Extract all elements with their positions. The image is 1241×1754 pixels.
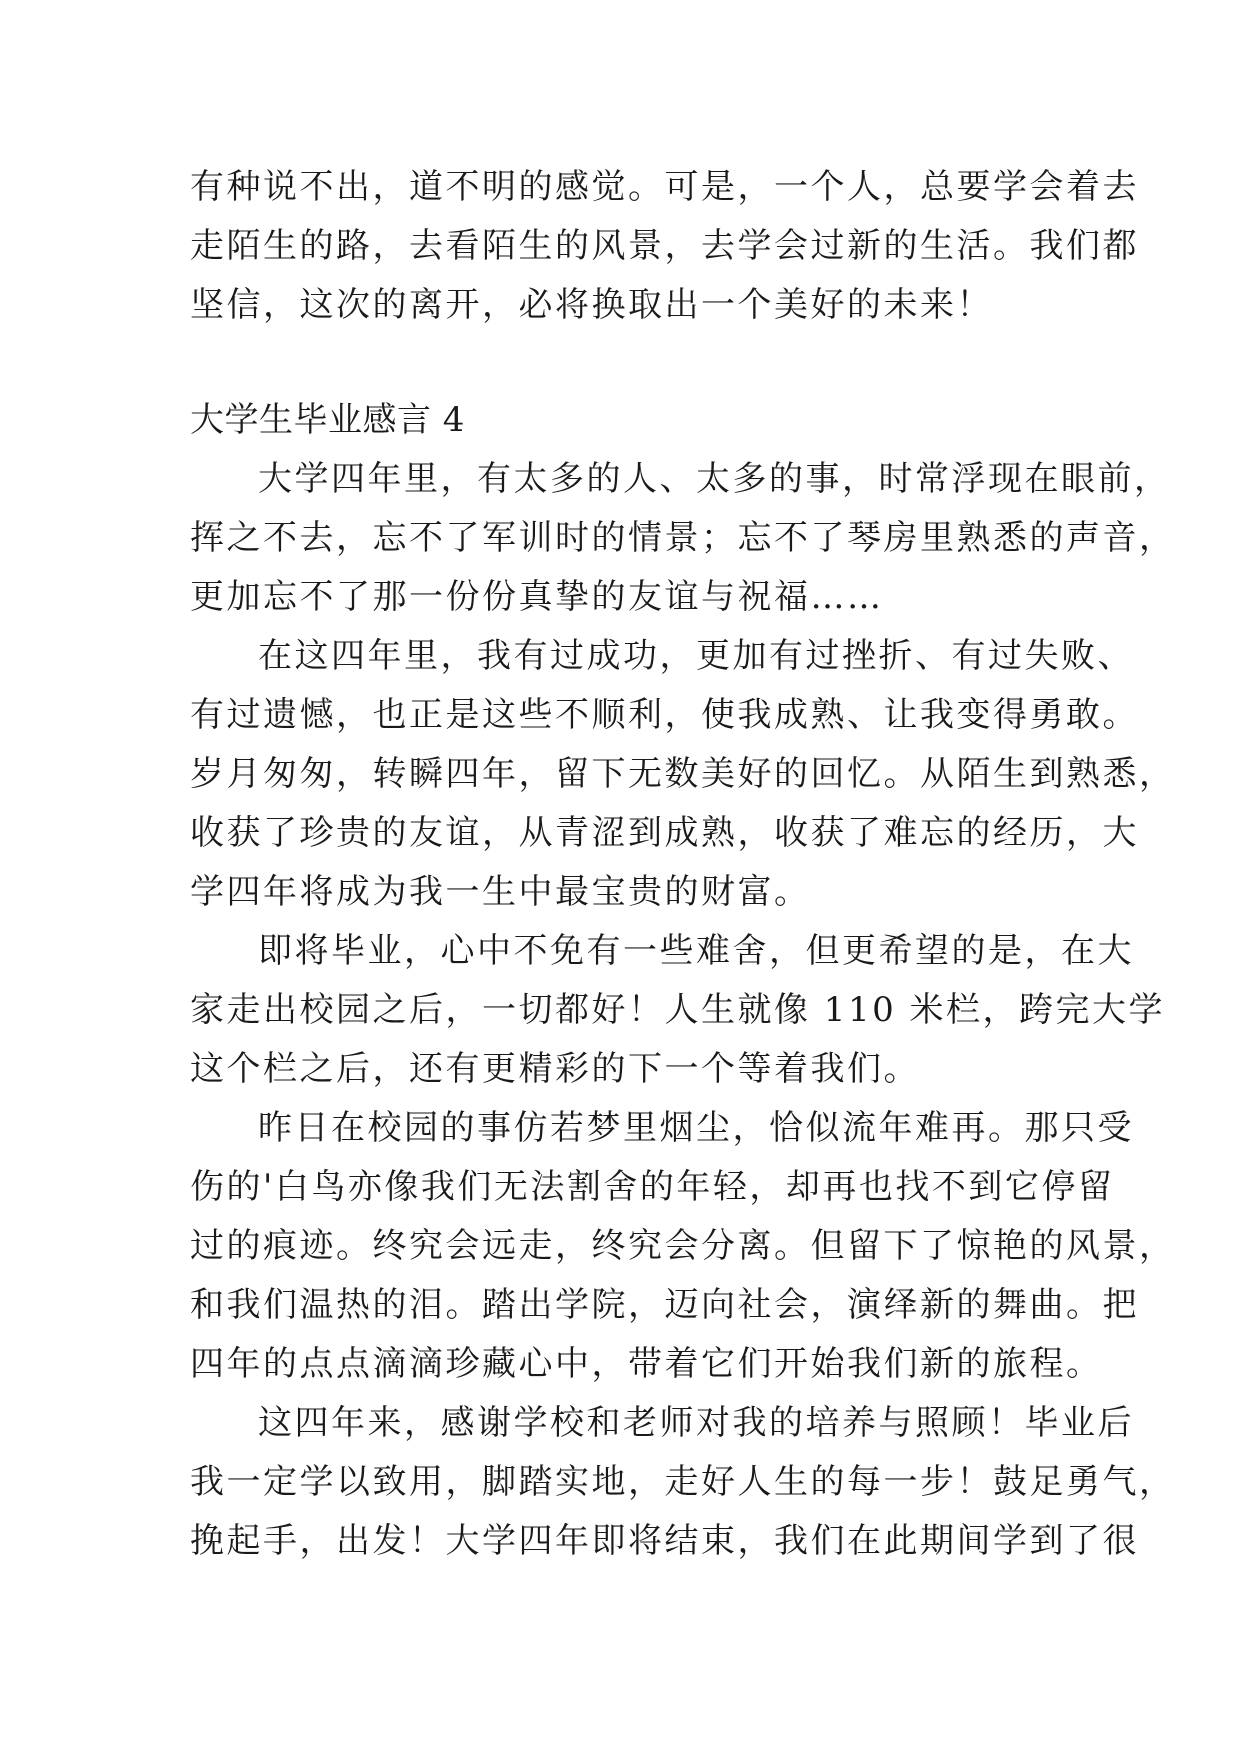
text-line: 在这四年里，我有过成功，更加有过挫折、有过失败、 — [258, 636, 1134, 676]
intro-paragraph — [190, 158, 1139, 335]
text-line: 坚信，这次的离开，必将换取出一个美好的未来！ — [190, 285, 993, 325]
text-line: 大学四年里，有太多的人、太多的事，时常浮现在眼前， — [258, 459, 1171, 499]
paragraph — [190, 1099, 1176, 1394]
document-body — [190, 158, 1176, 1571]
text-line: 过的痕迹。终究会远走，终究会分离。但留下了惊艳的风景， — [190, 1226, 1176, 1266]
paragraph — [190, 922, 1166, 1099]
text-line: 学四年将成为我一生中最宝贵的财富。 — [190, 872, 811, 912]
section-title: 大学生毕业感言 4 — [190, 400, 465, 440]
text-line: 收获了珍贵的友谊，从青涩到成熟，收获了难忘的经历，大 — [190, 813, 1139, 853]
text-line: 我一定学以致用，脚踏实地，走好人生的每一步！鼓足勇气， — [190, 1462, 1176, 1502]
text-line: 走陌生的路，去看陌生的风景，去学会过新的生活。我们都 — [190, 226, 1139, 266]
paragraph — [190, 1394, 1176, 1571]
paragraph — [190, 450, 1176, 627]
text-line: 挽起手，出发！大学四年即将结束，我们在此期间学到了很 — [190, 1521, 1139, 1561]
text-line: 家走出校园之后，一切都好！人生就像 110 米栏，跨完大学 — [190, 990, 1166, 1030]
text-line: 这四年来，感谢学校和老师对我的培养与照顾！毕业后 — [258, 1403, 1134, 1443]
text-line: 昨日在校园的事仿若梦里烟尘，恰似流年难再。那只受 — [258, 1108, 1134, 1148]
text-line: 岁月匆匆，转瞬四年，留下无数美好的回忆。从陌生到熟悉， — [190, 754, 1176, 794]
text-line: 挥之不去，忘不了军训时的情景；忘不了琴房里熟悉的声音， — [190, 518, 1176, 558]
text-line: 有过遗憾，也正是这些不顺利，使我成熟、让我变得勇敢。 — [190, 695, 1139, 735]
text-line: 伤的'白鸟亦像我们无法割舍的年轻，却再也找不到它停留 — [190, 1167, 1115, 1207]
text-line: 四年的点点滴滴珍藏心中，带着它们开始我们新的旅程。 — [190, 1344, 1103, 1384]
text-line: 和我们温热的泪。踏出学院，迈向社会，演绎新的舞曲。把 — [190, 1285, 1139, 1325]
text-line: 这个栏之后，还有更精彩的下一个等着我们。 — [190, 1049, 920, 1089]
text-line: 有种说不出，道不明的感觉。可是，一个人，总要学会着去 — [190, 167, 1139, 207]
text-line: 更加忘不了那一份份真挚的友谊与祝福…… — [190, 577, 884, 617]
paragraph — [190, 627, 1176, 922]
text-line: 即将毕业，心中不免有一些难舍，但更希望的是，在大 — [258, 931, 1134, 971]
